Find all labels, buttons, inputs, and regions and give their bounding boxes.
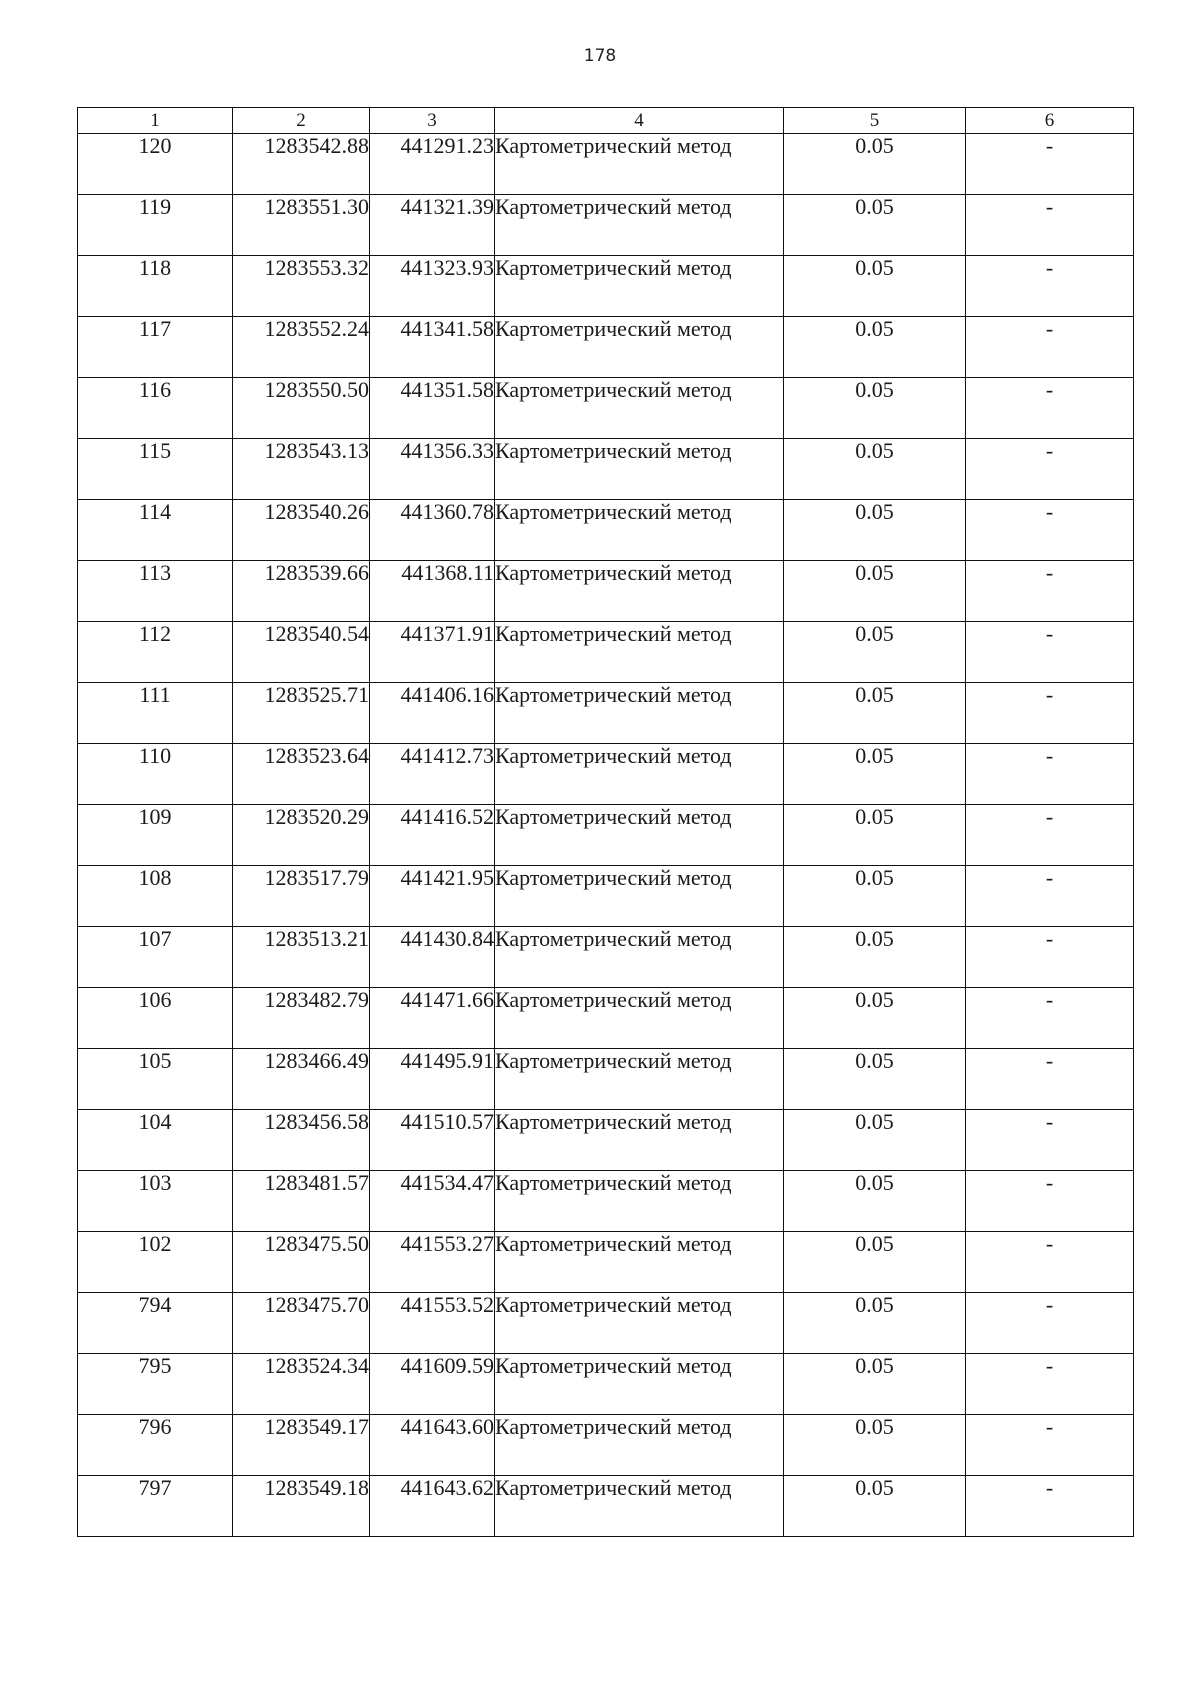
method-cell: Картометрический метод	[495, 866, 784, 927]
note-cell: -	[966, 622, 1134, 683]
note-cell: -	[966, 256, 1134, 317]
note-cell: -	[966, 500, 1134, 561]
method-cell: Картометрический метод	[495, 683, 784, 744]
column-header-3: 3	[370, 108, 495, 134]
accuracy-cell: 0.05	[784, 744, 966, 805]
note-cell: -	[966, 866, 1134, 927]
table-row	[78, 1476, 1134, 1537]
x-coordinate-cell: 1283517.79	[233, 866, 370, 927]
accuracy-cell: 0.05	[784, 1232, 966, 1293]
point-number-cell: 107	[78, 927, 233, 988]
table-row	[78, 561, 1134, 622]
point-number-cell: 109	[78, 805, 233, 866]
table-row	[78, 1171, 1134, 1232]
method-cell: Картометрический метод	[495, 378, 784, 439]
method-cell: Картометрический метод	[495, 805, 784, 866]
accuracy-cell: 0.05	[784, 561, 966, 622]
y-coordinate-cell: 441356.33	[370, 439, 495, 500]
accuracy-cell: 0.05	[784, 195, 966, 256]
table-row	[78, 195, 1134, 256]
point-number-cell: 111	[78, 683, 233, 744]
note-cell: -	[966, 1415, 1134, 1476]
accuracy-cell: 0.05	[784, 1415, 966, 1476]
method-cell: Картометрический метод	[495, 622, 784, 683]
note-cell: -	[966, 683, 1134, 744]
x-coordinate-cell: 1283475.70	[233, 1293, 370, 1354]
point-number-cell: 795	[78, 1354, 233, 1415]
table-row	[78, 744, 1134, 805]
x-coordinate-cell: 1283549.18	[233, 1476, 370, 1537]
y-coordinate-cell: 441495.91	[370, 1049, 495, 1110]
accuracy-cell: 0.05	[784, 622, 966, 683]
note-cell: -	[966, 1232, 1134, 1293]
y-coordinate-cell: 441553.52	[370, 1293, 495, 1354]
note-cell: -	[966, 988, 1134, 1049]
y-coordinate-cell: 441368.11	[370, 561, 495, 622]
note-cell: -	[966, 1293, 1134, 1354]
point-number-cell: 115	[78, 439, 233, 500]
x-coordinate-cell: 1283549.17	[233, 1415, 370, 1476]
point-number-cell: 105	[78, 1049, 233, 1110]
accuracy-cell: 0.05	[784, 1049, 966, 1110]
accuracy-cell: 0.05	[784, 805, 966, 866]
x-coordinate-cell: 1283552.24	[233, 317, 370, 378]
point-number-cell: 117	[78, 317, 233, 378]
method-cell: Картометрический метод	[495, 1232, 784, 1293]
note-cell: -	[966, 1354, 1134, 1415]
accuracy-cell: 0.05	[784, 1171, 966, 1232]
y-coordinate-cell: 441553.27	[370, 1232, 495, 1293]
note-cell: -	[966, 927, 1134, 988]
table-row	[78, 927, 1134, 988]
note-cell: -	[966, 1049, 1134, 1110]
y-coordinate-cell: 441643.60	[370, 1415, 495, 1476]
x-coordinate-cell: 1283466.49	[233, 1049, 370, 1110]
table-row	[78, 1415, 1134, 1476]
table-row	[78, 683, 1134, 744]
table-body	[78, 134, 1134, 1537]
accuracy-cell: 0.05	[784, 256, 966, 317]
method-cell: Картометрический метод	[495, 1415, 784, 1476]
note-cell: -	[966, 378, 1134, 439]
coordinates-table	[77, 107, 1134, 1537]
y-coordinate-cell: 441291.23	[370, 134, 495, 195]
accuracy-cell: 0.05	[784, 683, 966, 744]
column-header-4: 4	[495, 108, 784, 134]
y-coordinate-cell: 441421.95	[370, 866, 495, 927]
method-cell: Картометрический метод	[495, 439, 784, 500]
method-cell: Картометрический метод	[495, 561, 784, 622]
accuracy-cell: 0.05	[784, 500, 966, 561]
accuracy-cell: 0.05	[784, 317, 966, 378]
point-number-cell: 118	[78, 256, 233, 317]
note-cell: -	[966, 134, 1134, 195]
y-coordinate-cell: 441351.58	[370, 378, 495, 439]
y-coordinate-cell: 441430.84	[370, 927, 495, 988]
x-coordinate-cell: 1283481.57	[233, 1171, 370, 1232]
point-number-cell: 797	[78, 1476, 233, 1537]
point-number-cell: 113	[78, 561, 233, 622]
table-row	[78, 988, 1134, 1049]
note-cell: -	[966, 1110, 1134, 1171]
point-number-cell: 794	[78, 1293, 233, 1354]
method-cell: Картометрический метод	[495, 744, 784, 805]
point-number-cell: 108	[78, 866, 233, 927]
y-coordinate-cell: 441609.59	[370, 1354, 495, 1415]
y-coordinate-cell: 441416.52	[370, 805, 495, 866]
table-row	[78, 805, 1134, 866]
note-cell: -	[966, 439, 1134, 500]
method-cell: Картометрический метод	[495, 1354, 784, 1415]
table-row	[78, 622, 1134, 683]
note-cell: -	[966, 317, 1134, 378]
x-coordinate-cell: 1283524.34	[233, 1354, 370, 1415]
method-cell: Картометрический метод	[495, 500, 784, 561]
point-number-cell: 104	[78, 1110, 233, 1171]
point-number-cell: 119	[78, 195, 233, 256]
point-number-cell: 120	[78, 134, 233, 195]
table-row	[78, 866, 1134, 927]
point-number-cell: 796	[78, 1415, 233, 1476]
note-cell: -	[966, 805, 1134, 866]
table-row	[78, 500, 1134, 561]
point-number-cell: 102	[78, 1232, 233, 1293]
note-cell: -	[966, 195, 1134, 256]
accuracy-cell: 0.05	[784, 866, 966, 927]
table-row	[78, 317, 1134, 378]
note-cell: -	[966, 1476, 1134, 1537]
y-coordinate-cell: 441341.58	[370, 317, 495, 378]
accuracy-cell: 0.05	[784, 1293, 966, 1354]
x-coordinate-cell: 1283550.50	[233, 378, 370, 439]
accuracy-cell: 0.05	[784, 134, 966, 195]
table-row	[78, 378, 1134, 439]
method-cell: Картометрический метод	[495, 1049, 784, 1110]
table-row	[78, 1232, 1134, 1293]
table-row	[78, 1049, 1134, 1110]
column-header-1: 1	[78, 108, 233, 134]
y-coordinate-cell: 441321.39	[370, 195, 495, 256]
x-coordinate-cell: 1283525.71	[233, 683, 370, 744]
point-number-cell: 116	[78, 378, 233, 439]
y-coordinate-cell: 441371.91	[370, 622, 495, 683]
accuracy-cell: 0.05	[784, 1354, 966, 1415]
accuracy-cell: 0.05	[784, 1476, 966, 1537]
note-cell: -	[966, 744, 1134, 805]
method-cell: Картометрический метод	[495, 317, 784, 378]
point-number-cell: 114	[78, 500, 233, 561]
table-row	[78, 439, 1134, 500]
y-coordinate-cell: 441360.78	[370, 500, 495, 561]
note-cell: -	[966, 561, 1134, 622]
x-coordinate-cell: 1283520.29	[233, 805, 370, 866]
method-cell: Картометрический метод	[495, 134, 784, 195]
table-row	[78, 1110, 1134, 1171]
accuracy-cell: 0.05	[784, 927, 966, 988]
accuracy-cell: 0.05	[784, 378, 966, 439]
column-header-2: 2	[233, 108, 370, 134]
y-coordinate-cell: 441510.57	[370, 1110, 495, 1171]
point-number-cell: 106	[78, 988, 233, 1049]
method-cell: Картометрический метод	[495, 1476, 784, 1537]
accuracy-cell: 0.05	[784, 1110, 966, 1171]
method-cell: Картометрический метод	[495, 988, 784, 1049]
x-coordinate-cell: 1283540.54	[233, 622, 370, 683]
x-coordinate-cell: 1283482.79	[233, 988, 370, 1049]
y-coordinate-cell: 441323.93	[370, 256, 495, 317]
y-coordinate-cell: 441406.16	[370, 683, 495, 744]
method-cell: Картометрический метод	[495, 256, 784, 317]
x-coordinate-cell: 1283539.66	[233, 561, 370, 622]
x-coordinate-cell: 1283475.50	[233, 1232, 370, 1293]
column-header-6: 6	[966, 108, 1134, 134]
x-coordinate-cell: 1283456.58	[233, 1110, 370, 1171]
method-cell: Картометрический метод	[495, 1110, 784, 1171]
table-row	[78, 1354, 1134, 1415]
column-header-5: 5	[784, 108, 966, 134]
table-row	[78, 134, 1134, 195]
point-number-cell: 112	[78, 622, 233, 683]
page-number: 178	[583, 46, 617, 66]
x-coordinate-cell: 1283523.64	[233, 744, 370, 805]
y-coordinate-cell: 441471.66	[370, 988, 495, 1049]
method-cell: Картометрический метод	[495, 1171, 784, 1232]
y-coordinate-cell: 441534.47	[370, 1171, 495, 1232]
method-cell: Картометрический метод	[495, 195, 784, 256]
note-cell: -	[966, 1171, 1134, 1232]
table-row	[78, 1293, 1134, 1354]
header-row	[78, 108, 1134, 134]
x-coordinate-cell: 1283540.26	[233, 500, 370, 561]
method-cell: Картометрический метод	[495, 927, 784, 988]
y-coordinate-cell: 441412.73	[370, 744, 495, 805]
accuracy-cell: 0.05	[784, 439, 966, 500]
table-header	[78, 108, 1134, 134]
x-coordinate-cell: 1283543.13	[233, 439, 370, 500]
point-number-cell: 110	[78, 744, 233, 805]
y-coordinate-cell: 441643.62	[370, 1476, 495, 1537]
method-cell: Картометрический метод	[495, 1293, 784, 1354]
x-coordinate-cell: 1283553.32	[233, 256, 370, 317]
accuracy-cell: 0.05	[784, 988, 966, 1049]
x-coordinate-cell: 1283513.21	[233, 927, 370, 988]
table-row	[78, 256, 1134, 317]
x-coordinate-cell: 1283551.30	[233, 195, 370, 256]
x-coordinate-cell: 1283542.88	[233, 134, 370, 195]
point-number-cell: 103	[78, 1171, 233, 1232]
